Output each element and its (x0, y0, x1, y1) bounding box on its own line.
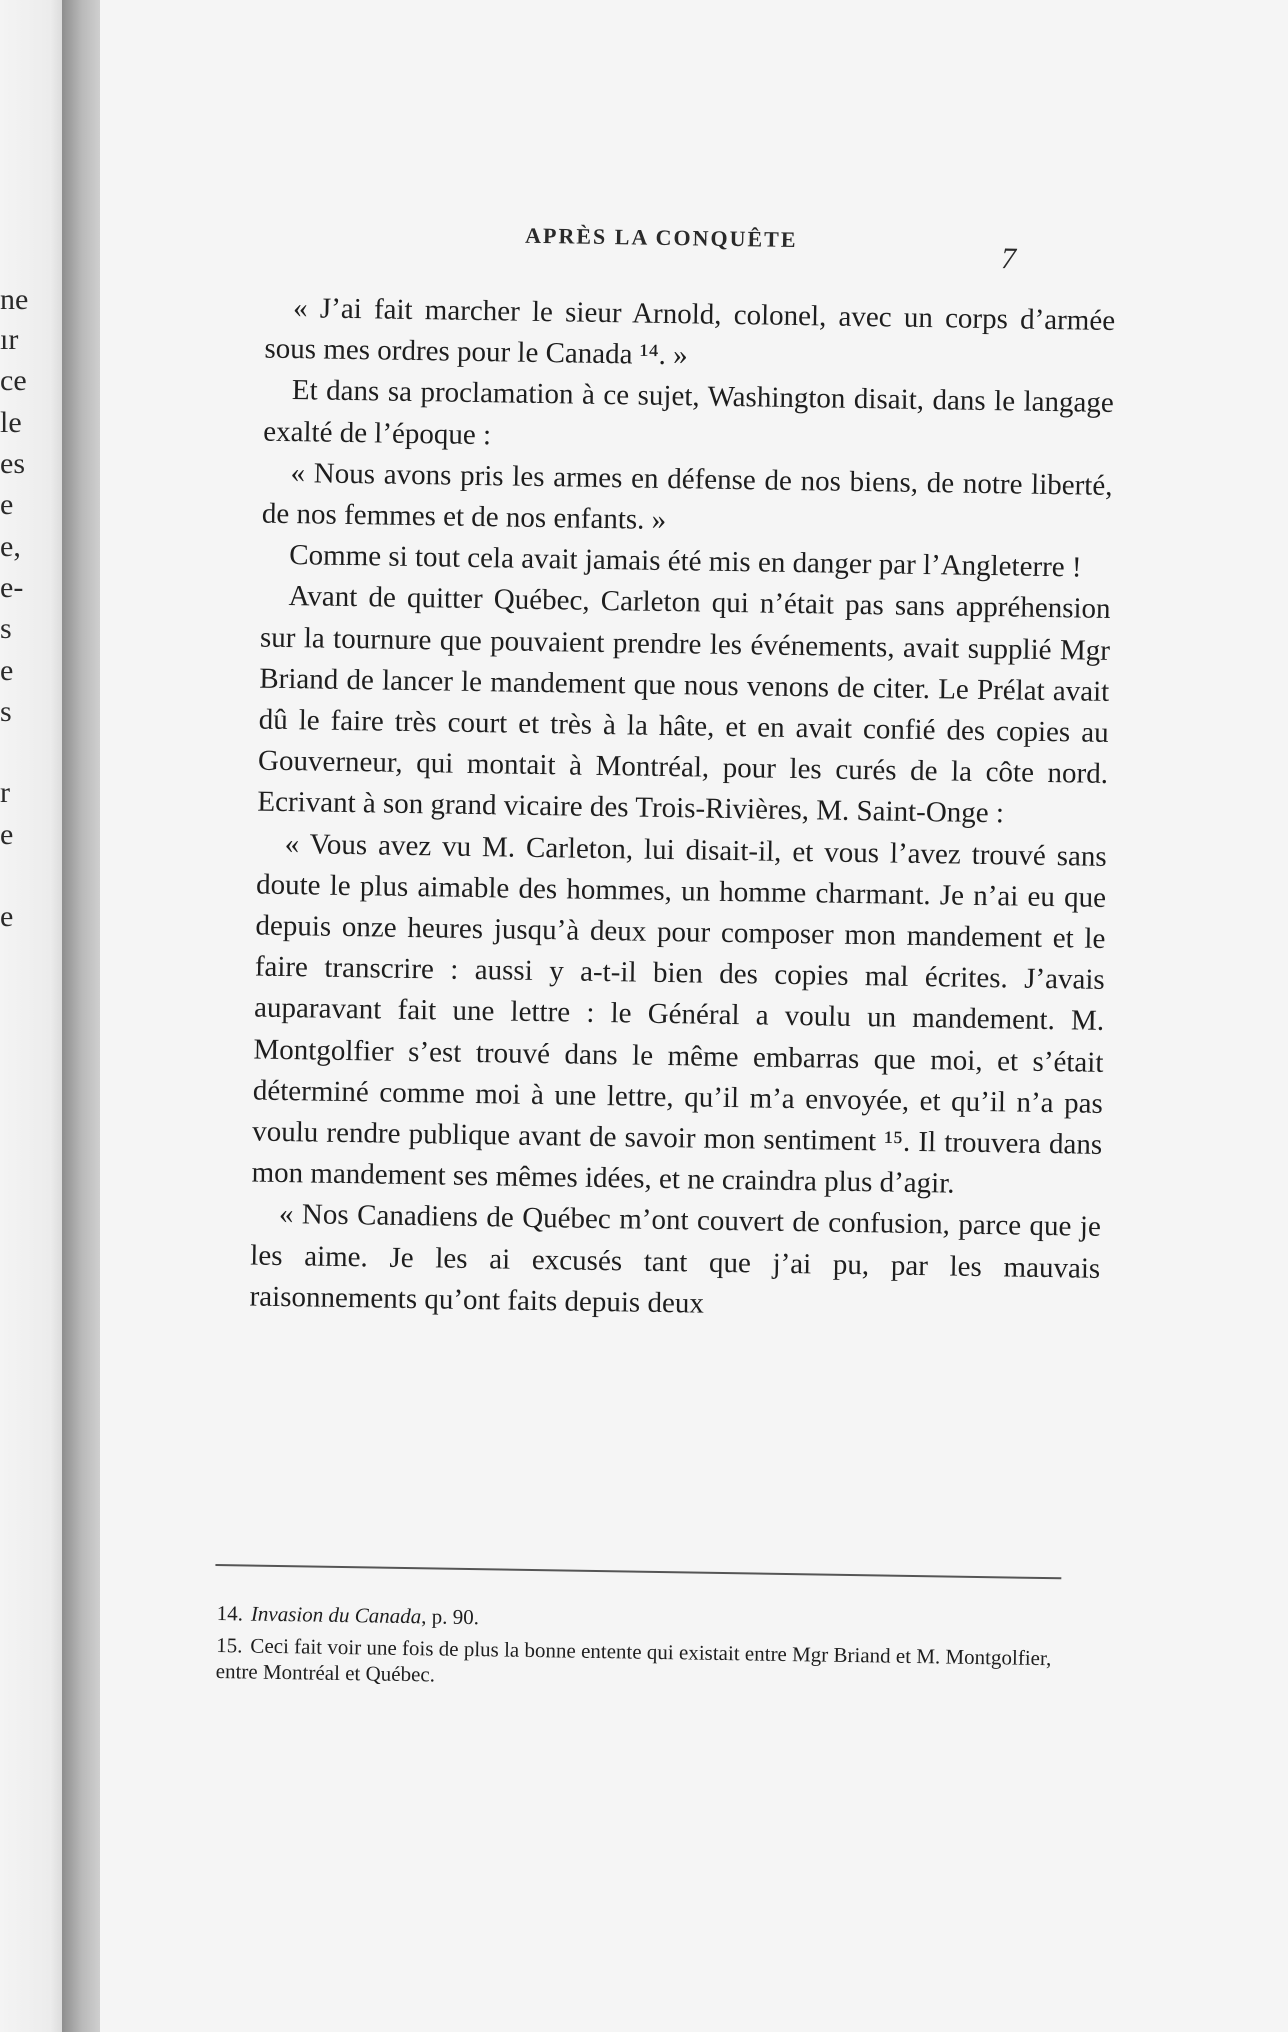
body-text (249, 288, 1115, 1331)
facing-page-fragment: s (0, 612, 12, 645)
facing-page-fragment: le (0, 406, 22, 439)
facing-page-fragment: e- (0, 571, 24, 604)
footnote-suffix: , p. 90. (421, 1604, 480, 1630)
facing-page-fragment: ce (0, 364, 27, 397)
paragraph: Comme si tout cela avait jamais été mis en danger par l’Angleterre ! (289, 539, 1082, 584)
paragraph: « J’ai fait marcher le sieur Arnold, colonel, avec un corps d’armée sous mes ordres pour le Canada ¹⁴. » (264, 292, 1116, 372)
facing-page-fragment: e (0, 488, 14, 521)
footnotes (215, 1600, 1072, 1703)
paragraph: Et dans sa proclamation à ce sujet, Washington disait, dans le langage exalté de l’époque : (262, 374, 1115, 451)
footnote (216, 1632, 1073, 1697)
footnote-text: Invasion du Canada (250, 1601, 422, 1629)
footnote-separator (215, 1564, 1061, 1579)
facing-page-fragment: s (0, 695, 12, 728)
facing-page-fragment: r (0, 776, 10, 809)
page-number: 7 (1000, 242, 1017, 276)
facing-page-fragment: e (0, 900, 14, 933)
footnote-number: 14. (216, 1601, 244, 1626)
facing-page-fragment: e (0, 654, 14, 687)
facing-page-fragment: ır (0, 323, 19, 356)
book-page (100, 0, 1288, 2032)
paragraph: « Nous avons pris les armes en défense de nos biens, de notre liberté, de nos femmes et de nos enfants. » (261, 456, 1113, 536)
footnote-text: Ceci fait voir une fois de plus la bonne entente qui existait entre Mgr Briand et M. Montgolfier, entre Montréal et Québec. (215, 1633, 1052, 1687)
facing-page-fragment: es (0, 447, 25, 480)
paragraph: « Nos Canadiens de Québec m’ont couvert de confusion, parce que je les aime. Je les ai excusés tant que j’ai pu, par les mauvais raisonnements qu’ont faits depuis deux (249, 1198, 1102, 1320)
paragraph: « Vous avez vu M. Carleton, lui disait-il, et vous l’avez trouvé sans doute le plus aimable des hommes, un homme charmant. Je n’ai eu que depuis onze heures jusqu’à deux pour composer mon mandement et le faire transcrire : aussi y a-t-il bien des copies mal écrites. J’avais auparavant fait une lettre : le Général a voulu un mandement. M. Montgolfier s’est trouvé dans le même embarras que moi, et s’était déterminé comme moi à une lettre, qu’il m’a envoyée, et qu’il n’a pas voulu rendre publique avant de savoir mon sentiment ¹⁵. Il trouvera dans mon mandement ses mêmes idées, et ne craindra plus d’agir. (251, 827, 1107, 1200)
footnote-number: 15. (215, 1633, 243, 1658)
paragraph: Avant de quitter Québec, Carleton qui n’était pas sans appréhension sur la tournure que pouvaient prendre les événements, avait supplié Mgr Briand de lancer le mandement que nous venons de citer. Le Prélat avait dû le faire très court et très à la hâte, et en avait confié des copies au Gouverneur, qui montait à Montréal, pour les curés de la côte nord. Ecrivant à son grand vicaire des Trois-Rivières, M. Saint-Onge : (257, 580, 1111, 830)
facing-page-fragment: e (0, 818, 14, 851)
running-title: APRÈS LA CONQUÊTE (524, 222, 798, 252)
facing-page-fragment: e, (0, 530, 21, 563)
facing-page-fragment: ne (0, 283, 29, 316)
